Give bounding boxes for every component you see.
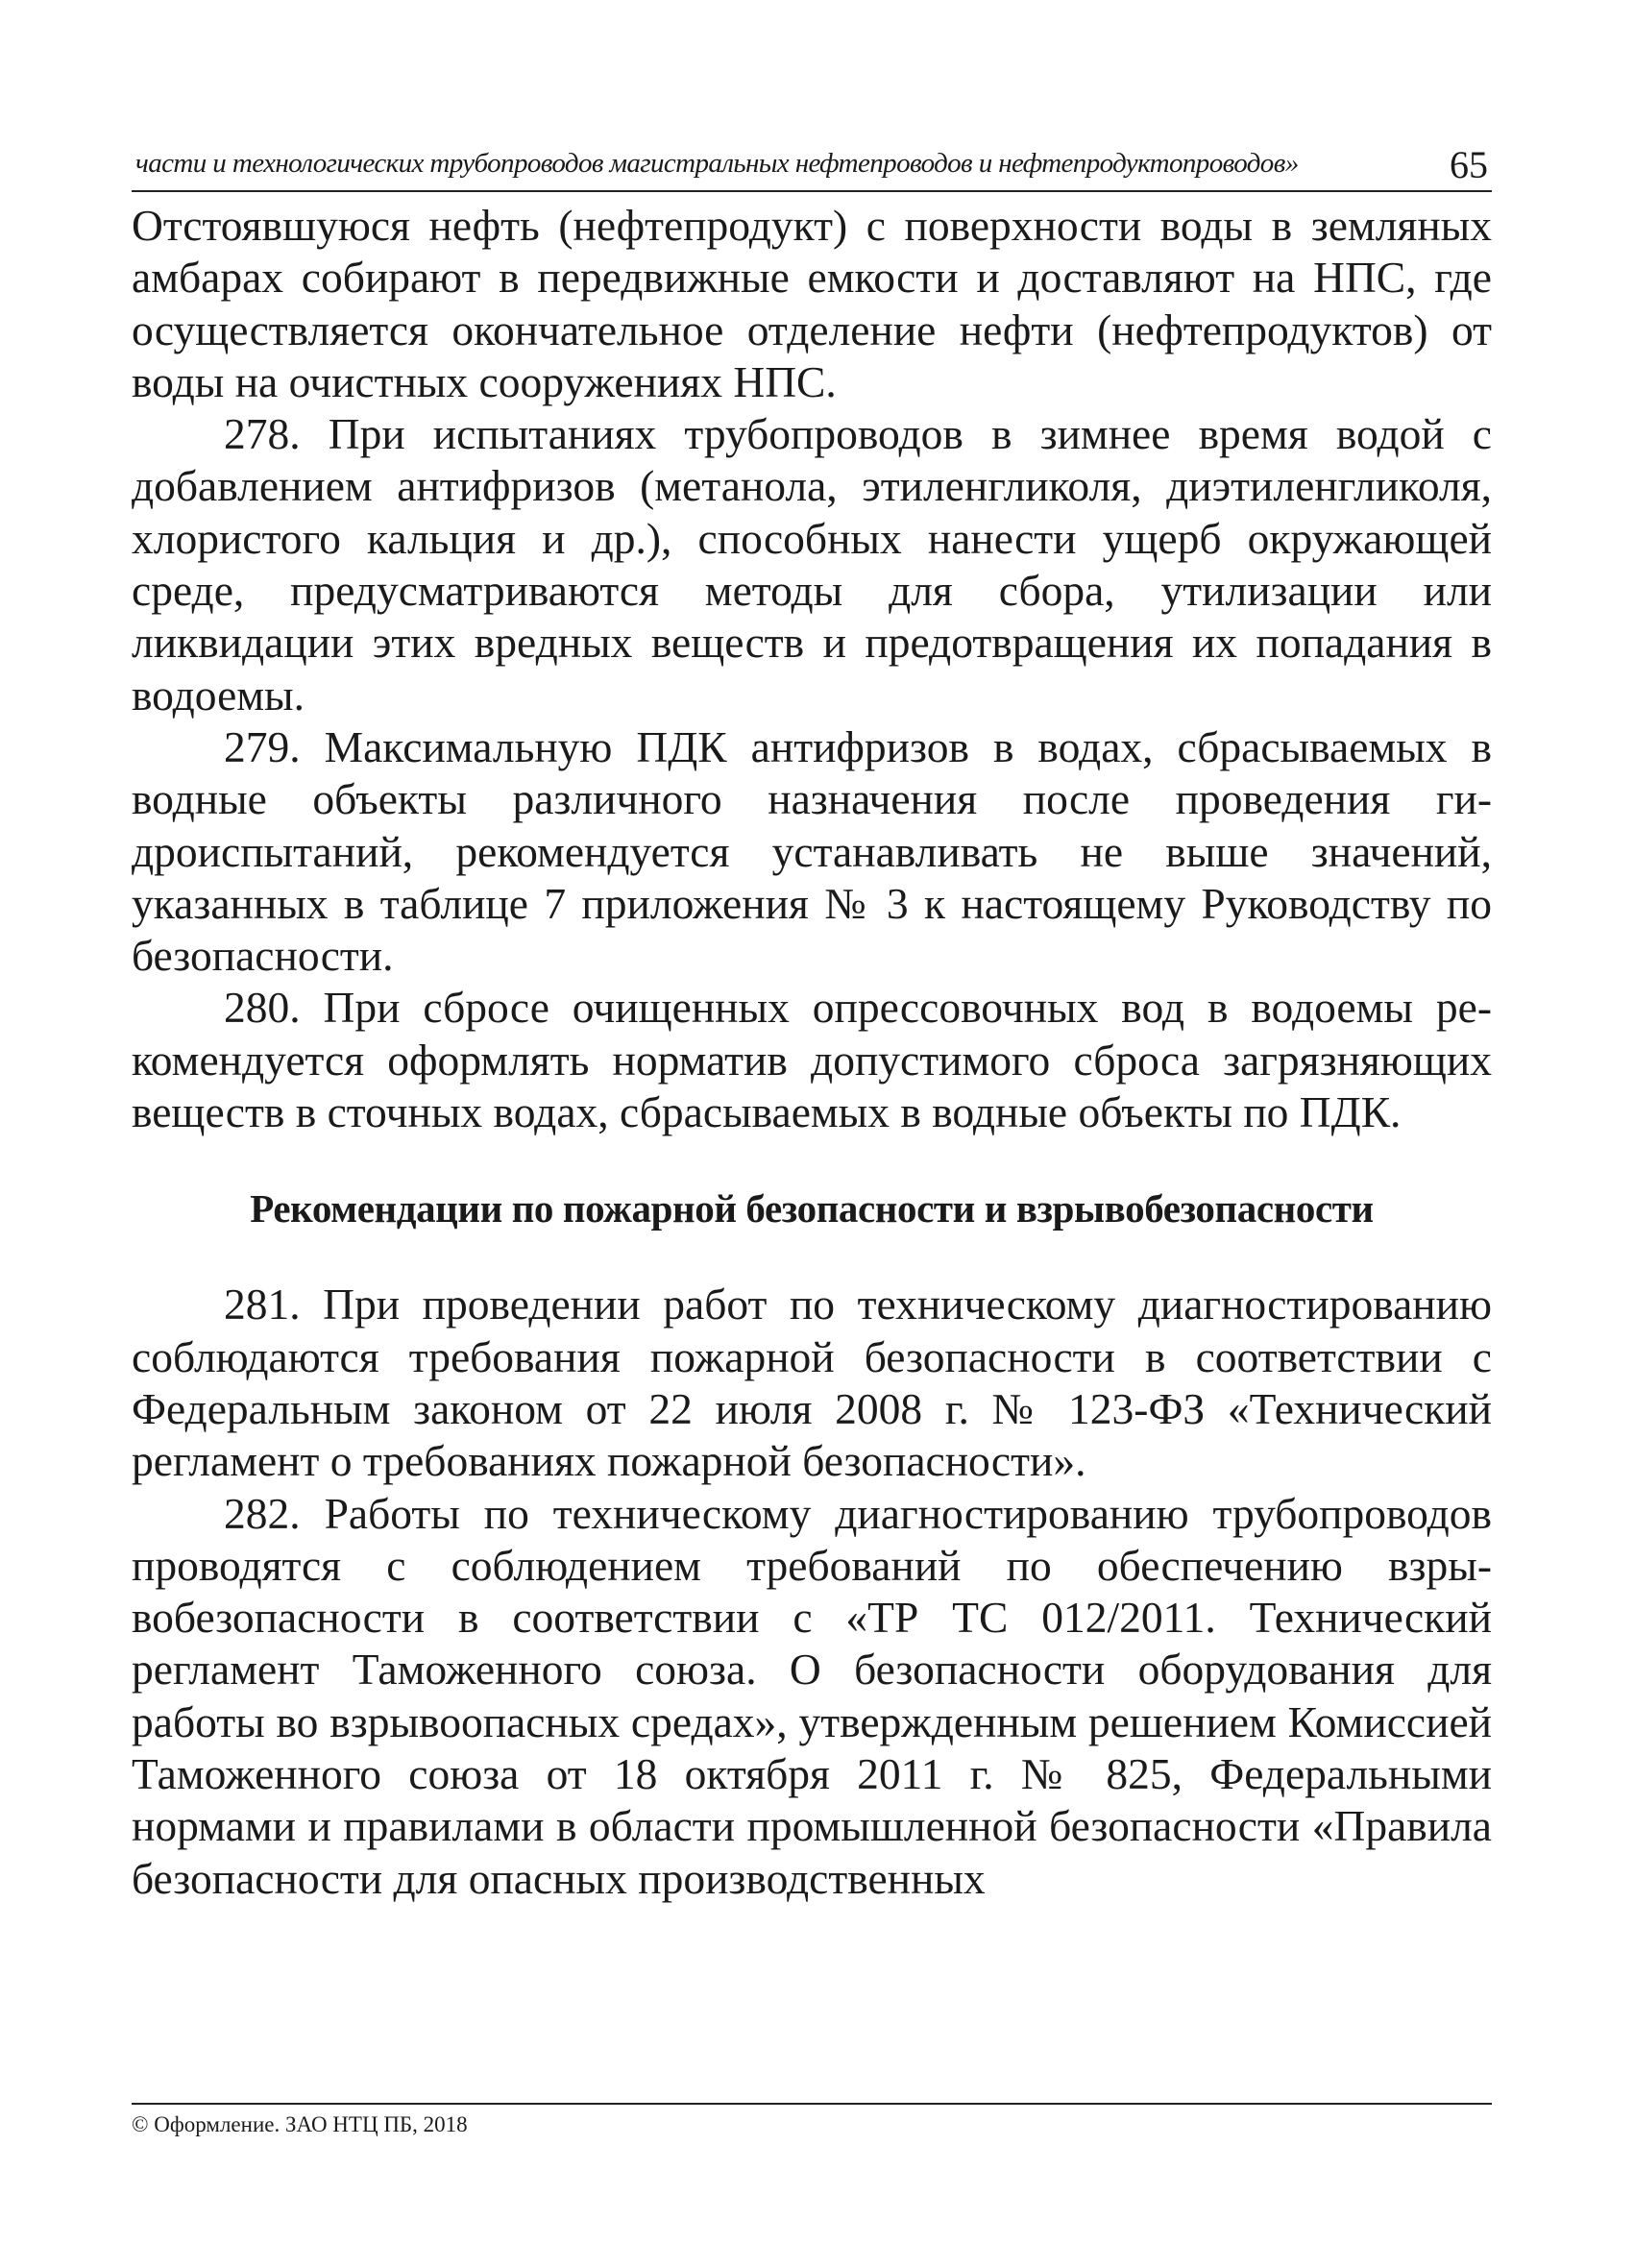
paragraph-continuation: Отстоявшуюся нефть (нефтепродукт) с поверхности воды в земляных амбарах собирают в передвижные емкости и доставляют на НПС, где осуществляется окончательное отделение нефти (нефтепродуктов) от воды на очистных сооружениях НПС. xyxy=(132,201,1492,406)
page-number: 65 xyxy=(1450,143,1488,186)
running-title: части и технологических трубопроводов магистральных нефтепроводов и нефтепродуктопроводов» xyxy=(135,148,1299,179)
footer-copyright: © Оформление. ЗАО НТЦ ПБ, 2018 xyxy=(132,2112,468,2136)
header-rule xyxy=(132,190,1492,192)
footer-rule xyxy=(132,2103,1492,2105)
running-header xyxy=(132,144,1492,190)
paragraph-280: 280. При сбросе очищенных опрессовочных вод в водоемы рекомендуется оформлять норматив допустимого сброса загрязняющих веществ в сточных водах, сбрасываемых в водные объекты по ПДК. xyxy=(132,983,1492,1137)
section-heading: Рекомендации по пожарной безопасности и взрывобезопасности xyxy=(250,1186,1374,1232)
paragraph-282: 282. Работы по техническому диагностированию трубопроводов проводятся с соблюдением требований по обеспечению взрывобезопасности в соответствии с «ТР ТС 012/2011. Технический регламент Таможенного союза. О безопасности оборудования для работы во взрывоопасных средах», утвержденным решением Комиссией Таможенного союза от 18 октября 2011 г. № 825, Федеральными нормами и правилами в области промышленной безопасности «Правила безопасности для опасных производственных xyxy=(132,1488,1492,1903)
paragraph-279: 279. Максимальную ПДК антифризов в водах, сбрасываемых в водные объекты различного назначения после проведения гидроиспытаний, рекомендуется устанавливать не выше значений, указанных в таблице 7 приложения № 3 к настоящему Руководству по безопасности. xyxy=(132,721,1492,981)
body-text xyxy=(132,200,1492,1905)
paragraph-281: 281. При проведении работ по техническому диагностированию соблюдаются требования пожарной безопасности в соответствии с Федеральным законом от 22 июля 2008 г. № 123-ФЗ «Технический регламент о требованиях пожарной безопасности». xyxy=(132,1280,1492,1486)
paragraph-278: 278. При испытаниях трубопроводов в зимнее время водой с добавлением антифризов (метанола, этиленгликоля, диэтиленгликоля, хлористого кальция и др.), способных нанести ущерб окружающей среде, предусматриваются методы для сбора, утилизации или ликвидации этих вредных веществ и предотвращения их попадания в водоемы. xyxy=(132,409,1492,719)
